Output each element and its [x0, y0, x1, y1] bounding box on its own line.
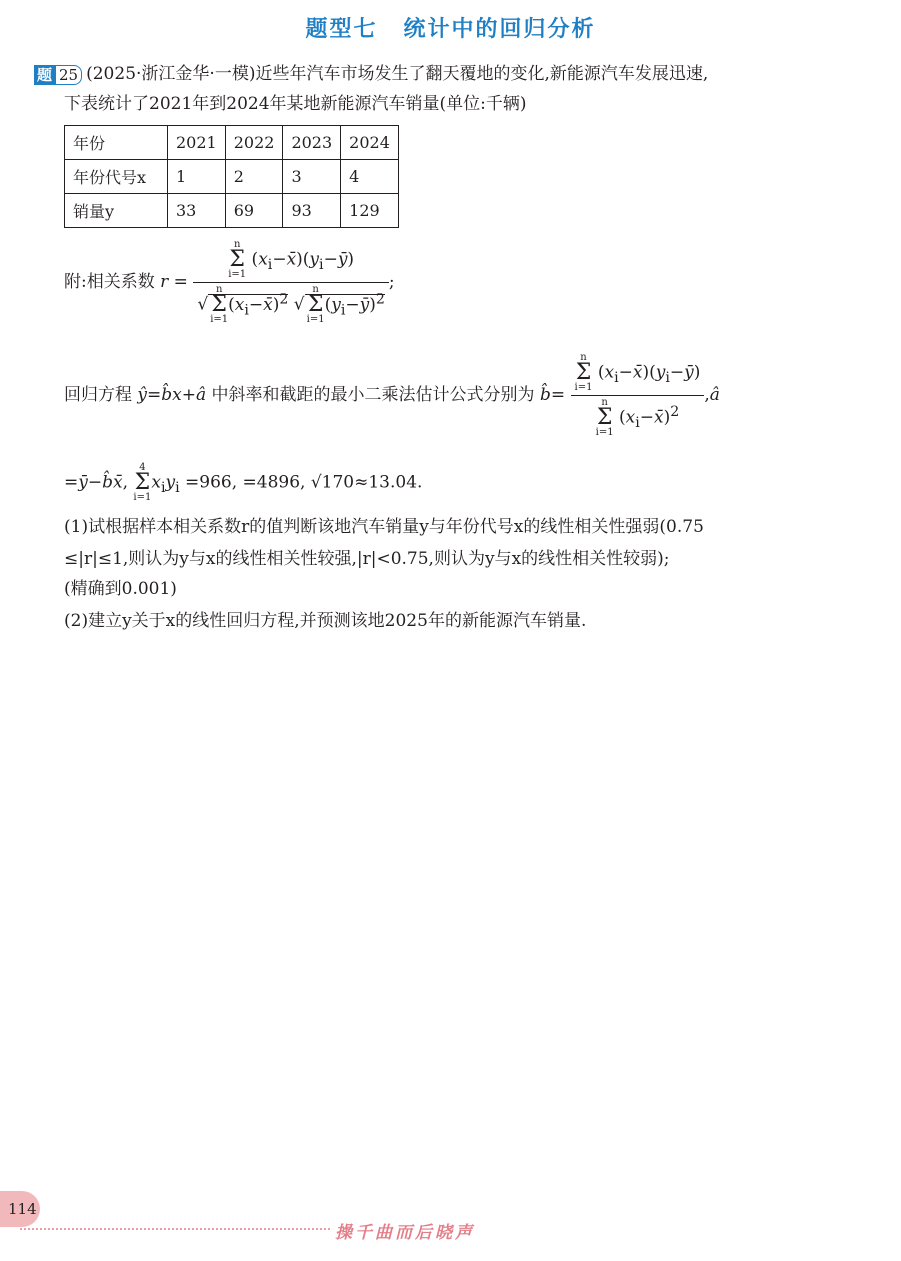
page-number: 114 — [0, 1191, 40, 1227]
table-cell: 2023 — [283, 126, 341, 160]
question-1-line-1: (1)试根据样本相关系数r的值判断该地汽车销量y与年份代号x的线性相关性强弱(0.75 — [64, 517, 704, 537]
table-row — [65, 160, 399, 194]
table-cell: 129 — [341, 194, 399, 228]
corr-fraction: n Σ i=1 $(x_i-x̄)(y_i-ȳ)$ √n Σ $i=1(x_i-x̄)^2$ √n Σ $i=1(y_i-ȳ)^2$ — [193, 240, 389, 325]
footer-slogan: 操千曲而后晓声 — [335, 1223, 475, 1243]
question-2: (2)建立y关于x的线性回归方程,并预测该地2025年的新能源汽车销量. — [64, 611, 587, 631]
corr-label: 附:相关系数 — [64, 272, 155, 292]
table-cell: 年份代号x — [65, 160, 168, 194]
regression-prefix: 回归方程 — [64, 385, 132, 405]
regression-formula: 回归方程 ŷ=b̂x+â 中斜率和截距的最小二乘法估计公式分别为 b̂= n Σ i=1 $(x_i-x̄)(y_i-ȳ)$ n Σ i=1 $(x_i-x̄)^2$ ,â — [64, 352, 720, 438]
table-row — [65, 126, 399, 160]
regression-middle: 中斜率和截距的最小二乘法估计公式分别为 — [211, 385, 535, 405]
table-cell: 2022 — [225, 126, 283, 160]
given-values-text: =966, =4896, √170≈13.04. — [185, 472, 423, 493]
table-cell: 93 — [283, 194, 341, 228]
problem-intro-line-2 — [64, 93, 527, 115]
table-cell: 2021 — [168, 126, 226, 160]
page-title — [0, 12, 901, 43]
table-cell: 1 — [168, 160, 226, 194]
table-cell: 年份 — [65, 126, 168, 160]
question-1-line-3: (精确到0.001) — [64, 579, 177, 599]
problem-tag: 题 — [34, 65, 55, 85]
problem-intro-1: 近些年汽车市场发生了翻天覆地的变化,新能源汽车发展迅速, — [255, 64, 709, 84]
table-cell: 3 — [283, 160, 341, 194]
given-values: =ȳ−b̂x̄, 4 Σ $i=1x_iy_i =966$, =4896, √170≈13.04. — [64, 462, 423, 503]
question-1-line-2: ≤|r|≤1,则认为y与x的线性相关性较强,|r|<0.75,则认为y与x的线性相关性较弱); — [64, 549, 670, 569]
footer-divider — [20, 1228, 330, 1230]
section-label: 题型七 — [305, 17, 378, 42]
problem-number: 25 — [55, 65, 82, 85]
table-cell: 销量y — [65, 194, 168, 228]
table-cell: 4 — [341, 160, 399, 194]
table-cell: 2024 — [341, 126, 399, 160]
section-title: 统计中的回归分析 — [403, 17, 596, 42]
table-row — [65, 194, 399, 228]
slope-fraction: n Σ i=1 $(x_i-x̄)(y_i-ȳ)$ n Σ i=1 $(x_i-x̄)^2$ — [571, 353, 705, 438]
table-cell: 69 — [225, 194, 283, 228]
correlation-formula: 附:相关系数 r = n Σ i=1 $(x_i-x̄)(y_i-ȳ)$ √n Σ $i=1(x_i-x̄)^2$ √n Σ $i=1(y_i-ȳ)^2$ ; — [64, 239, 395, 325]
table-cell: 2 — [225, 160, 283, 194]
table-cell: 33 — [168, 194, 226, 228]
problem-intro-2: 下表统计了2021年到2024年某地新能源汽车销量(单位:千辆) — [64, 94, 527, 114]
problem-source: (2025·浙江金华·一模) — [86, 64, 256, 84]
problem-intro-line-1 — [34, 63, 708, 85]
sales-table — [64, 125, 399, 228]
